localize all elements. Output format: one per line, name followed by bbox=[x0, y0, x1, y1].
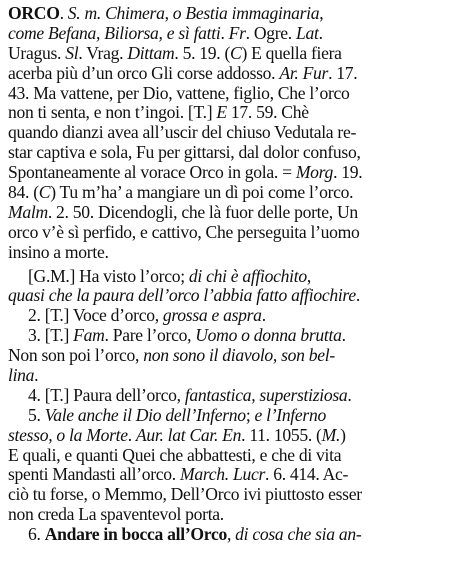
text-run: . bbox=[341, 325, 346, 346]
text-line bbox=[8, 223, 465, 243]
text-line bbox=[8, 446, 465, 466]
text-run: Non son poi l’orco, bbox=[8, 345, 144, 366]
text-line bbox=[8, 4, 465, 24]
text-line bbox=[8, 505, 465, 525]
italic-text: Car. En bbox=[189, 424, 242, 445]
text-run: . bbox=[59, 3, 68, 23]
bold-text: Andare in bocca all’Orco bbox=[44, 524, 227, 545]
text-run: [G.M.] Ha visto l’orco; bbox=[28, 265, 189, 286]
text-line bbox=[8, 267, 465, 287]
italic-text: Morg bbox=[295, 162, 334, 183]
text-run: . bbox=[261, 305, 266, 326]
text-line bbox=[8, 426, 465, 446]
text-run: E quali, e quanti Quei che abbattesti, e che di vita bbox=[8, 444, 342, 465]
italic-text: Sl bbox=[65, 42, 79, 63]
text-run: . bbox=[127, 424, 136, 445]
text-run: . Vrag. bbox=[78, 42, 128, 63]
italic-text: Dittam bbox=[127, 42, 175, 63]
italic-text: Lat bbox=[296, 22, 319, 43]
text-run: . 2. 50. Dicendogli, che là fuor delle porte, Un bbox=[47, 201, 358, 222]
text-run: quando dianzi avea all’uscir del chiuso Vedutala re- bbox=[8, 122, 357, 143]
text-line bbox=[8, 485, 465, 505]
bold-text: ORCO bbox=[8, 3, 60, 23]
text-run: ) Tu m’ha’ a mangiare un dì poi come l’orco. bbox=[50, 182, 354, 203]
text-line bbox=[8, 163, 465, 183]
text-line bbox=[8, 143, 465, 163]
text-run: 6. bbox=[28, 524, 45, 545]
text-run: 4. [T.] Paura dell’orco, bbox=[28, 384, 185, 405]
text-line bbox=[8, 103, 465, 123]
text-line bbox=[8, 306, 465, 326]
italic-text: S. m. Chimera bbox=[67, 3, 165, 23]
text-line bbox=[8, 64, 465, 84]
text-run: 2. [T.] Voce d’orco, bbox=[28, 305, 163, 326]
italic-text: di cosa che sia an- bbox=[235, 524, 362, 545]
text-run: , bbox=[226, 524, 236, 545]
text-run: orco v’è sì perfido, e cattivo, Che perseguita l’uomo bbox=[8, 221, 360, 242]
text-run: Uragus. bbox=[8, 42, 66, 63]
italic-text: e l’Inferno bbox=[254, 404, 326, 425]
sense-4 bbox=[8, 386, 465, 406]
italic-text: fantastica, superstiziosa bbox=[184, 384, 348, 405]
sense-6 bbox=[8, 525, 465, 545]
text-line bbox=[8, 346, 465, 366]
italic-text: E bbox=[216, 102, 227, 123]
italic-text: Fam bbox=[73, 325, 105, 346]
sense-2 bbox=[8, 306, 465, 326]
text-run: , bbox=[164, 3, 173, 23]
entry-senses bbox=[8, 263, 465, 545]
text-run: . bbox=[220, 22, 229, 43]
text-run: 17. 59. Chè bbox=[226, 102, 309, 123]
italic-text: come Befana, Biliorsa, e sì fatti bbox=[8, 22, 221, 43]
sense-5 bbox=[8, 406, 465, 525]
italic-text: quasi che la paura dell’orco l’abbia fatto affiochire bbox=[8, 285, 356, 306]
text-line bbox=[8, 243, 465, 263]
text-run: insino a morte. bbox=[8, 241, 109, 262]
italic-text: C bbox=[230, 42, 242, 63]
text-run: . Ogre. bbox=[245, 22, 297, 43]
italic-text: Ar. Fur bbox=[279, 62, 329, 83]
entry-orco bbox=[8, 4, 465, 263]
text-run: . 11. 1055. ( bbox=[241, 424, 322, 445]
text-line bbox=[8, 84, 465, 104]
text-run: . Pare l’orco, bbox=[104, 325, 196, 346]
text-line bbox=[8, 366, 465, 386]
text-run: . 5. 19. ( bbox=[174, 42, 231, 63]
text-run: . bbox=[34, 365, 39, 386]
text-run: star captiva e sola, Fu per gittarsi, dal dolor confuso, bbox=[8, 142, 361, 163]
text-run: . bbox=[347, 384, 352, 405]
italic-text: M. bbox=[321, 424, 341, 445]
text-line bbox=[8, 24, 465, 44]
sense-1 bbox=[8, 267, 465, 307]
text-run: Spontaneamente al vorace Orco in gola. = bbox=[8, 162, 296, 183]
text-run: . bbox=[318, 22, 323, 43]
text-line bbox=[8, 386, 465, 406]
italic-text: Aur. lat bbox=[135, 424, 186, 445]
italic-text: non sono il diavolo, son bel- bbox=[143, 345, 335, 366]
text-run: , bbox=[306, 265, 311, 286]
text-run: ) E quella fiera bbox=[241, 42, 342, 63]
text-line bbox=[8, 44, 465, 64]
text-line bbox=[8, 406, 465, 426]
text-line bbox=[8, 326, 465, 346]
italic-text: Vale anche il Dio dell’Inferno bbox=[44, 404, 246, 425]
italic-text: grossa e aspra bbox=[162, 305, 262, 326]
text-run: . 17. bbox=[328, 62, 358, 83]
italic-text: o Bestia immaginaria bbox=[172, 3, 320, 23]
text-line bbox=[8, 465, 465, 485]
text-run: ) bbox=[340, 424, 346, 445]
text-line bbox=[8, 203, 465, 223]
text-run: non creda La spaventevol porta. bbox=[8, 504, 224, 525]
text-run: spenti Mandasti all’orco. bbox=[8, 464, 181, 485]
text-line bbox=[8, 286, 465, 306]
italic-text: C bbox=[38, 182, 51, 203]
text-run: . 19. bbox=[333, 162, 363, 183]
text-line bbox=[8, 123, 465, 143]
text-run: acerba più d’un orco Gli corse addosso. bbox=[8, 62, 280, 83]
text-run: , bbox=[319, 3, 324, 23]
italic-text: di chi è affiochito bbox=[188, 265, 307, 286]
text-run: . bbox=[355, 285, 360, 306]
italic-text: March. Lucr bbox=[180, 464, 266, 485]
text-run: ; bbox=[245, 404, 255, 425]
italic-text: lina bbox=[8, 365, 35, 386]
italic-text: Uomo o donna brutta bbox=[195, 325, 342, 346]
text-run: non ti senta, e non t’ingoi. [T.] bbox=[8, 102, 217, 123]
sense-3 bbox=[8, 326, 465, 386]
italic-text: Fr bbox=[228, 22, 246, 43]
text-run: 5. bbox=[28, 404, 45, 425]
text-run: 84. ( bbox=[8, 182, 39, 203]
text-line bbox=[8, 525, 465, 545]
text-run: . 6. 414. Ac- bbox=[265, 464, 349, 485]
text-run: 3. [T.] bbox=[28, 325, 74, 346]
text-run: 43. Ma vattene, per Dio, vattene, figlio, Che l’orco bbox=[8, 82, 350, 103]
italic-text: stesso, o la Morte bbox=[8, 424, 128, 445]
italic-text: Malm bbox=[8, 201, 48, 222]
text-run: ciò tu forse, o Memmo, Dell’Orco ivi piuttosto esser bbox=[8, 484, 362, 505]
text-line bbox=[8, 183, 465, 203]
